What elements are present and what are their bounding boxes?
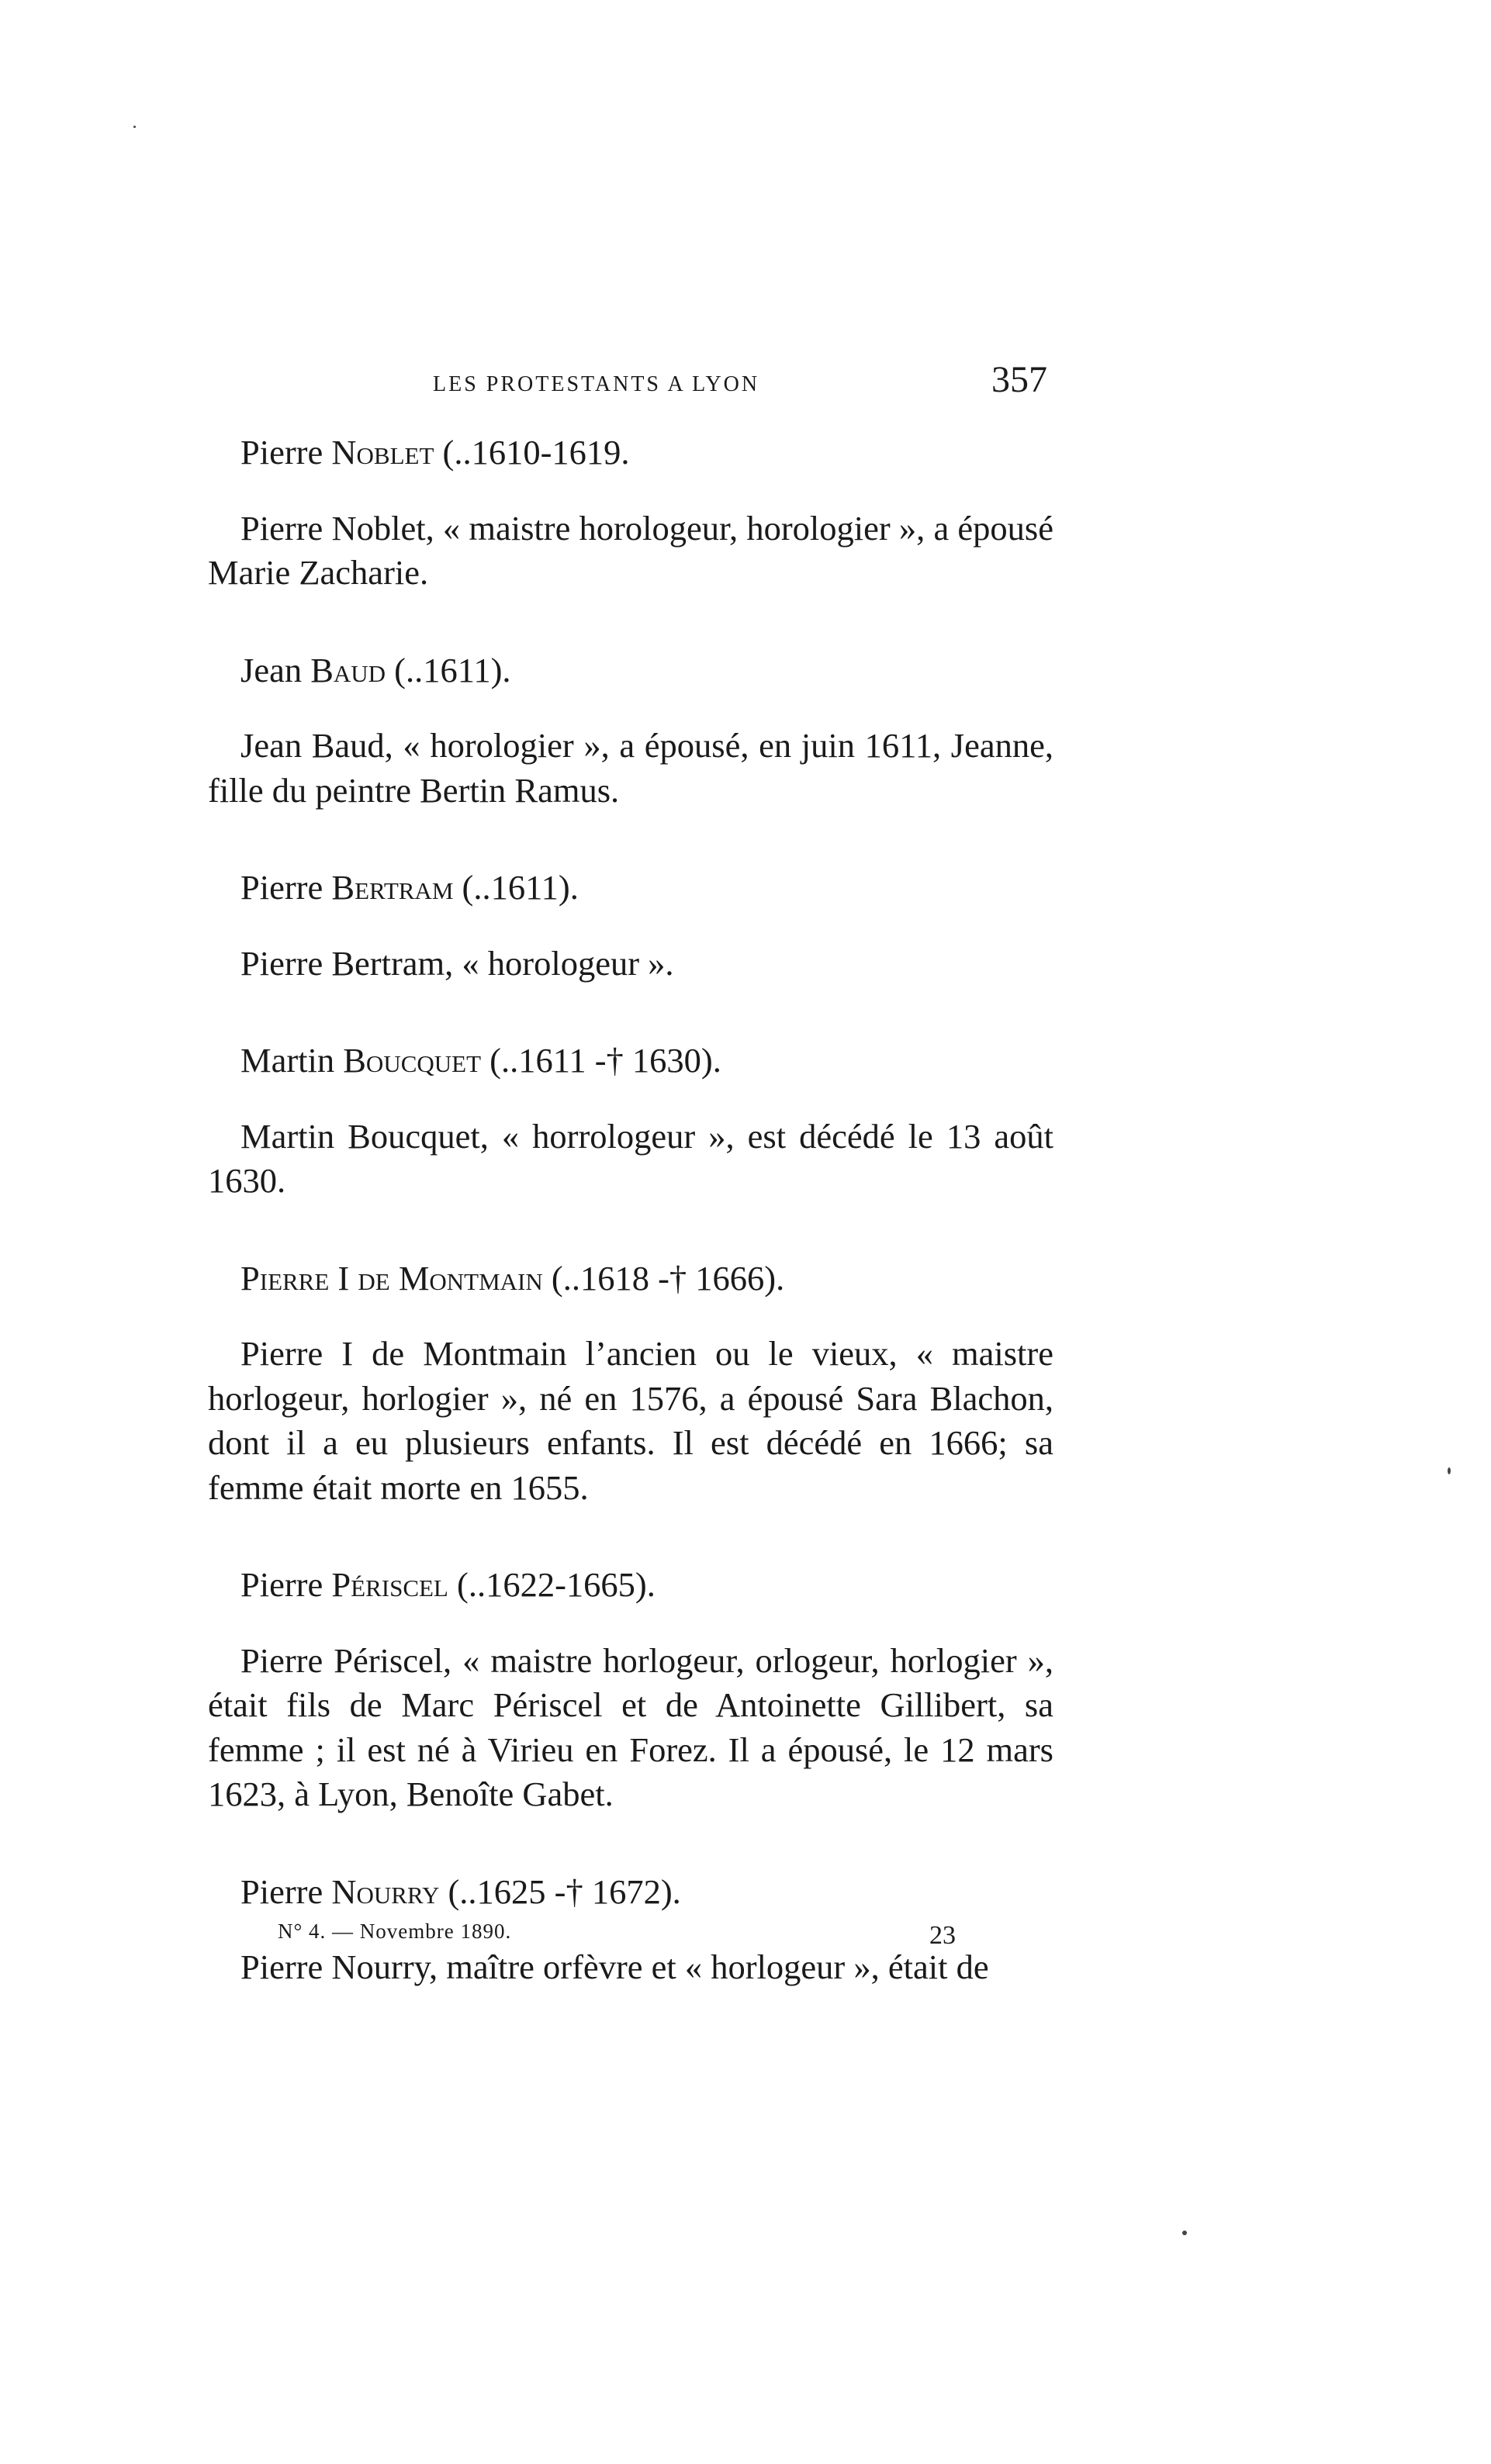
entry-montmain [208,1256,1053,1511]
page-footer [208,1920,1053,1958]
paper-speck [1182,2231,1187,2235]
entry-first-name: Pierre [240,1871,323,1911]
paper-speck [1448,1467,1451,1474]
entry-periscel [208,1563,1053,1817]
entry-description: Pierre Noblet, « maistre horologeur, horologier », a épousé Marie Zacharie. [208,508,1053,592]
entry-description: Pierre Bertram, « horologeur ». [240,943,674,983]
entry-dates: (..1611). [462,868,579,907]
entry-title [208,1563,1053,1608]
signature-mark: 23 [929,1921,956,1950]
entry-title [208,1256,1053,1301]
entry-dates: (..1610-1619. [442,433,630,472]
entry-bertram [208,866,1053,986]
entry-first-name: Jean [240,650,303,689]
entry-description: Pierre I de Montmain l’ancien ou le vieux, « maistre horlogeur, horlogier », né en 1576, a épousé Sara Blachon, dont il a eu plusieurs enfants. Il est décédé en 1666; sa femme était morte en 1655. [208,1334,1053,1507]
entry-title [208,1870,1053,1915]
entry-surname: Baud [310,650,386,689]
entry-title [208,648,1053,693]
entry-noblet [208,430,1053,596]
page-header [208,358,1053,413]
issue-info: N° 4. — Novembre 1890. [278,1920,512,1943]
entry-title [208,430,1053,475]
entry-surname: Noblet [331,433,434,472]
entry-surname: Nourry [331,1871,440,1911]
entry-first-name: Pierre [240,868,323,907]
entry-title [208,1038,1053,1083]
body-text [208,430,1053,2043]
entry-first-name: Martin [240,1041,335,1080]
entry-dates: (..1611 -† 1630). [490,1041,721,1080]
paper-speck [133,126,136,128]
entry-description: Jean Baud, « horologier », a épousé, en juin 1611, Jeanne, fille du peintre Bertin Ramus. [208,726,1053,810]
running-title: LES PROTESTANTS A LYON [433,372,760,396]
entry-dates: (..1622-1665). [457,1565,656,1604]
entry-baud [208,648,1053,814]
entry-description: Martin Boucquet, « horrologeur », est décédé le 13 août 1630. [208,1116,1053,1200]
entry-surname: Bertram [331,868,454,907]
entry-surname: Pierre I de Montmain [240,1258,543,1298]
entry-surname: Boucquet [343,1041,482,1080]
entry-dates: (..1618 -† 1666). [551,1258,785,1298]
page-number: 357 [991,359,1047,400]
entry-first-name: Pierre [240,433,323,472]
entry-dates: (..1625 -† 1672). [448,1871,681,1911]
entry-boucquet [208,1038,1053,1204]
entry-title [208,866,1053,911]
entry-description: Pierre Périscel, « maistre horlogeur, orlogeur, horlogier », était fils de Marc Périscel et de Antoinette Gillibert, sa femme ; il est né à Virieu en Forez. Il a épousé, le 12 mars 1623, à Lyon, Benoîte Gabet. [208,1640,1053,1813]
entry-first-name: Pierre [240,1565,323,1604]
entry-dates: (..1611). [394,650,511,689]
entry-surname: Périscel [331,1565,448,1604]
entry-description: Pierre Nourry, maître orfèvre et « horlogeur », était de [240,1947,989,1986]
